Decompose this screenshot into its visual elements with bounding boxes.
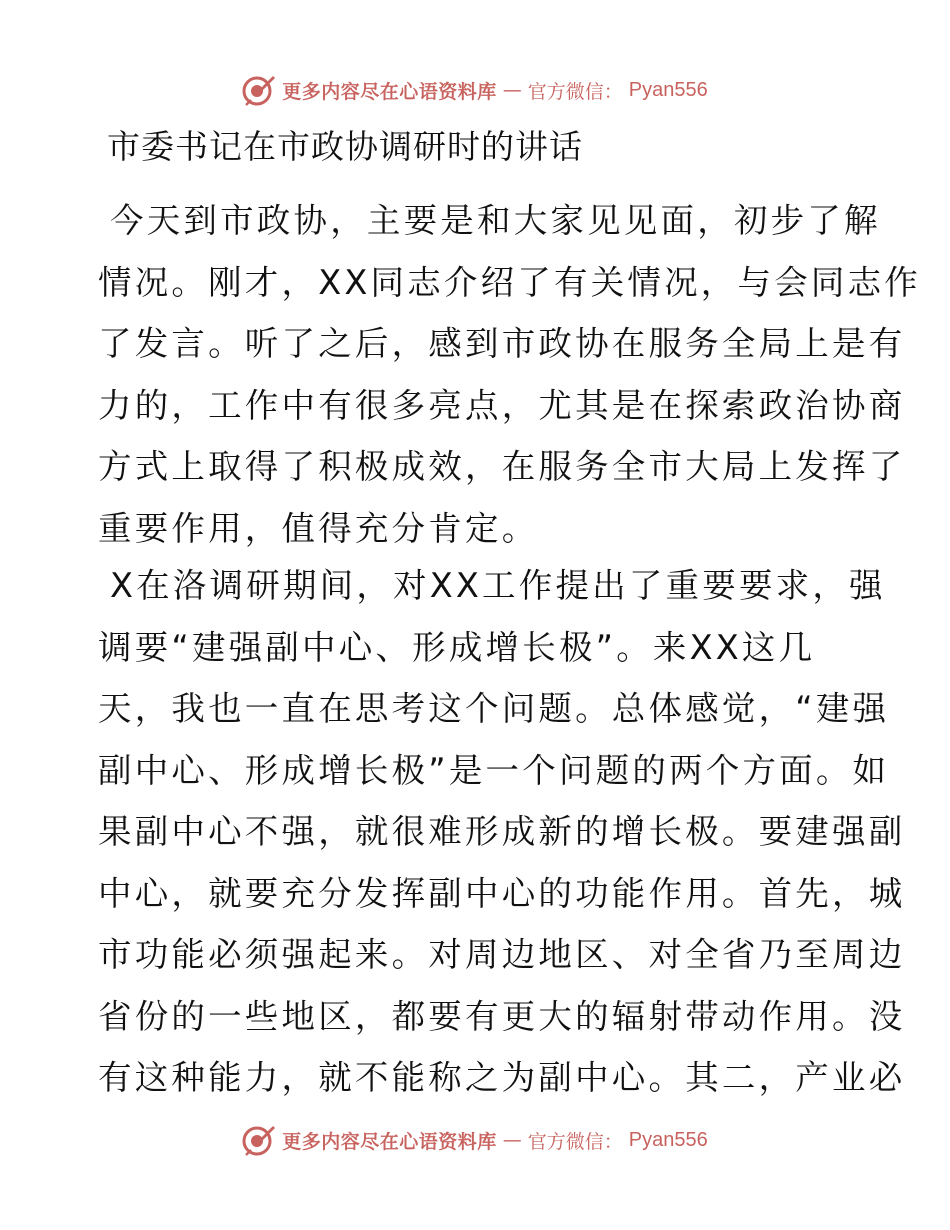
text-line: 有这种能力，就不能称之为副中心。其二，产业必 xyxy=(98,1058,906,1097)
text-line: 今天到市政协，主要是和大家见见面，初步了解 xyxy=(110,201,881,240)
official-wechat-label: 官方微信： xyxy=(527,80,623,103)
text-line: 情况。刚才，XX同志介绍了有关情况，与会同志作 xyxy=(98,262,921,302)
pen-logo-icon xyxy=(242,1123,276,1157)
text-line: 方式上取得了积极成效，在服务全市大局上发挥了 xyxy=(98,447,906,486)
pen-logo-icon xyxy=(242,73,276,107)
text-line: 天，我也一直在思考这个问题。总体感觉，“建强 xyxy=(98,689,890,728)
text-line: 省份的一些地区，都要有更大的辐射带动作用。没 xyxy=(98,996,906,1036)
wechat-id: Pyan556 xyxy=(628,1128,708,1151)
text-line: 了发言。听了之后，感到市政协在服务全局上是有 xyxy=(98,324,906,363)
site-name: 更多内容尽在心语资料库 xyxy=(282,1130,497,1153)
text-line: 市功能必须强起来。对周边地区、对全省乃至周边 xyxy=(98,935,906,974)
text-line: 调要“建强副中心、形成增长极”。来XX这几 xyxy=(98,627,816,667)
paragraph-2 xyxy=(98,555,906,1109)
text-line: 副中心、形成增长极”是一个问题的两个方面。如 xyxy=(98,750,890,790)
paragraph-1 xyxy=(98,190,921,559)
separator-dash: — xyxy=(502,1129,522,1151)
text-line: 果副中心不强，就很难形成新的增长极。要建强副 xyxy=(98,812,906,851)
separator-dash: — xyxy=(502,79,522,101)
footer-watermark-banner xyxy=(0,1120,950,1160)
official-wechat-label: 官方微信： xyxy=(527,1130,623,1153)
document-title: 市委书记在市政协调研时的讲话 xyxy=(107,127,583,166)
header-watermark-banner xyxy=(0,70,950,110)
text-line: 力的，工作中有很多亮点，尤其是在探索政治协商 xyxy=(98,385,906,425)
wechat-id: Pyan556 xyxy=(628,78,708,101)
text-line: 中心，就要充分发挥副中心的功能作用。首先，城 xyxy=(98,873,906,913)
text-line: X在洛调研期间，对XX工作提出了重要要求，强 xyxy=(110,566,886,605)
site-name: 更多内容尽在心语资料库 xyxy=(282,80,497,103)
text-line: 重要作用，值得充分肯定。 xyxy=(98,508,539,548)
